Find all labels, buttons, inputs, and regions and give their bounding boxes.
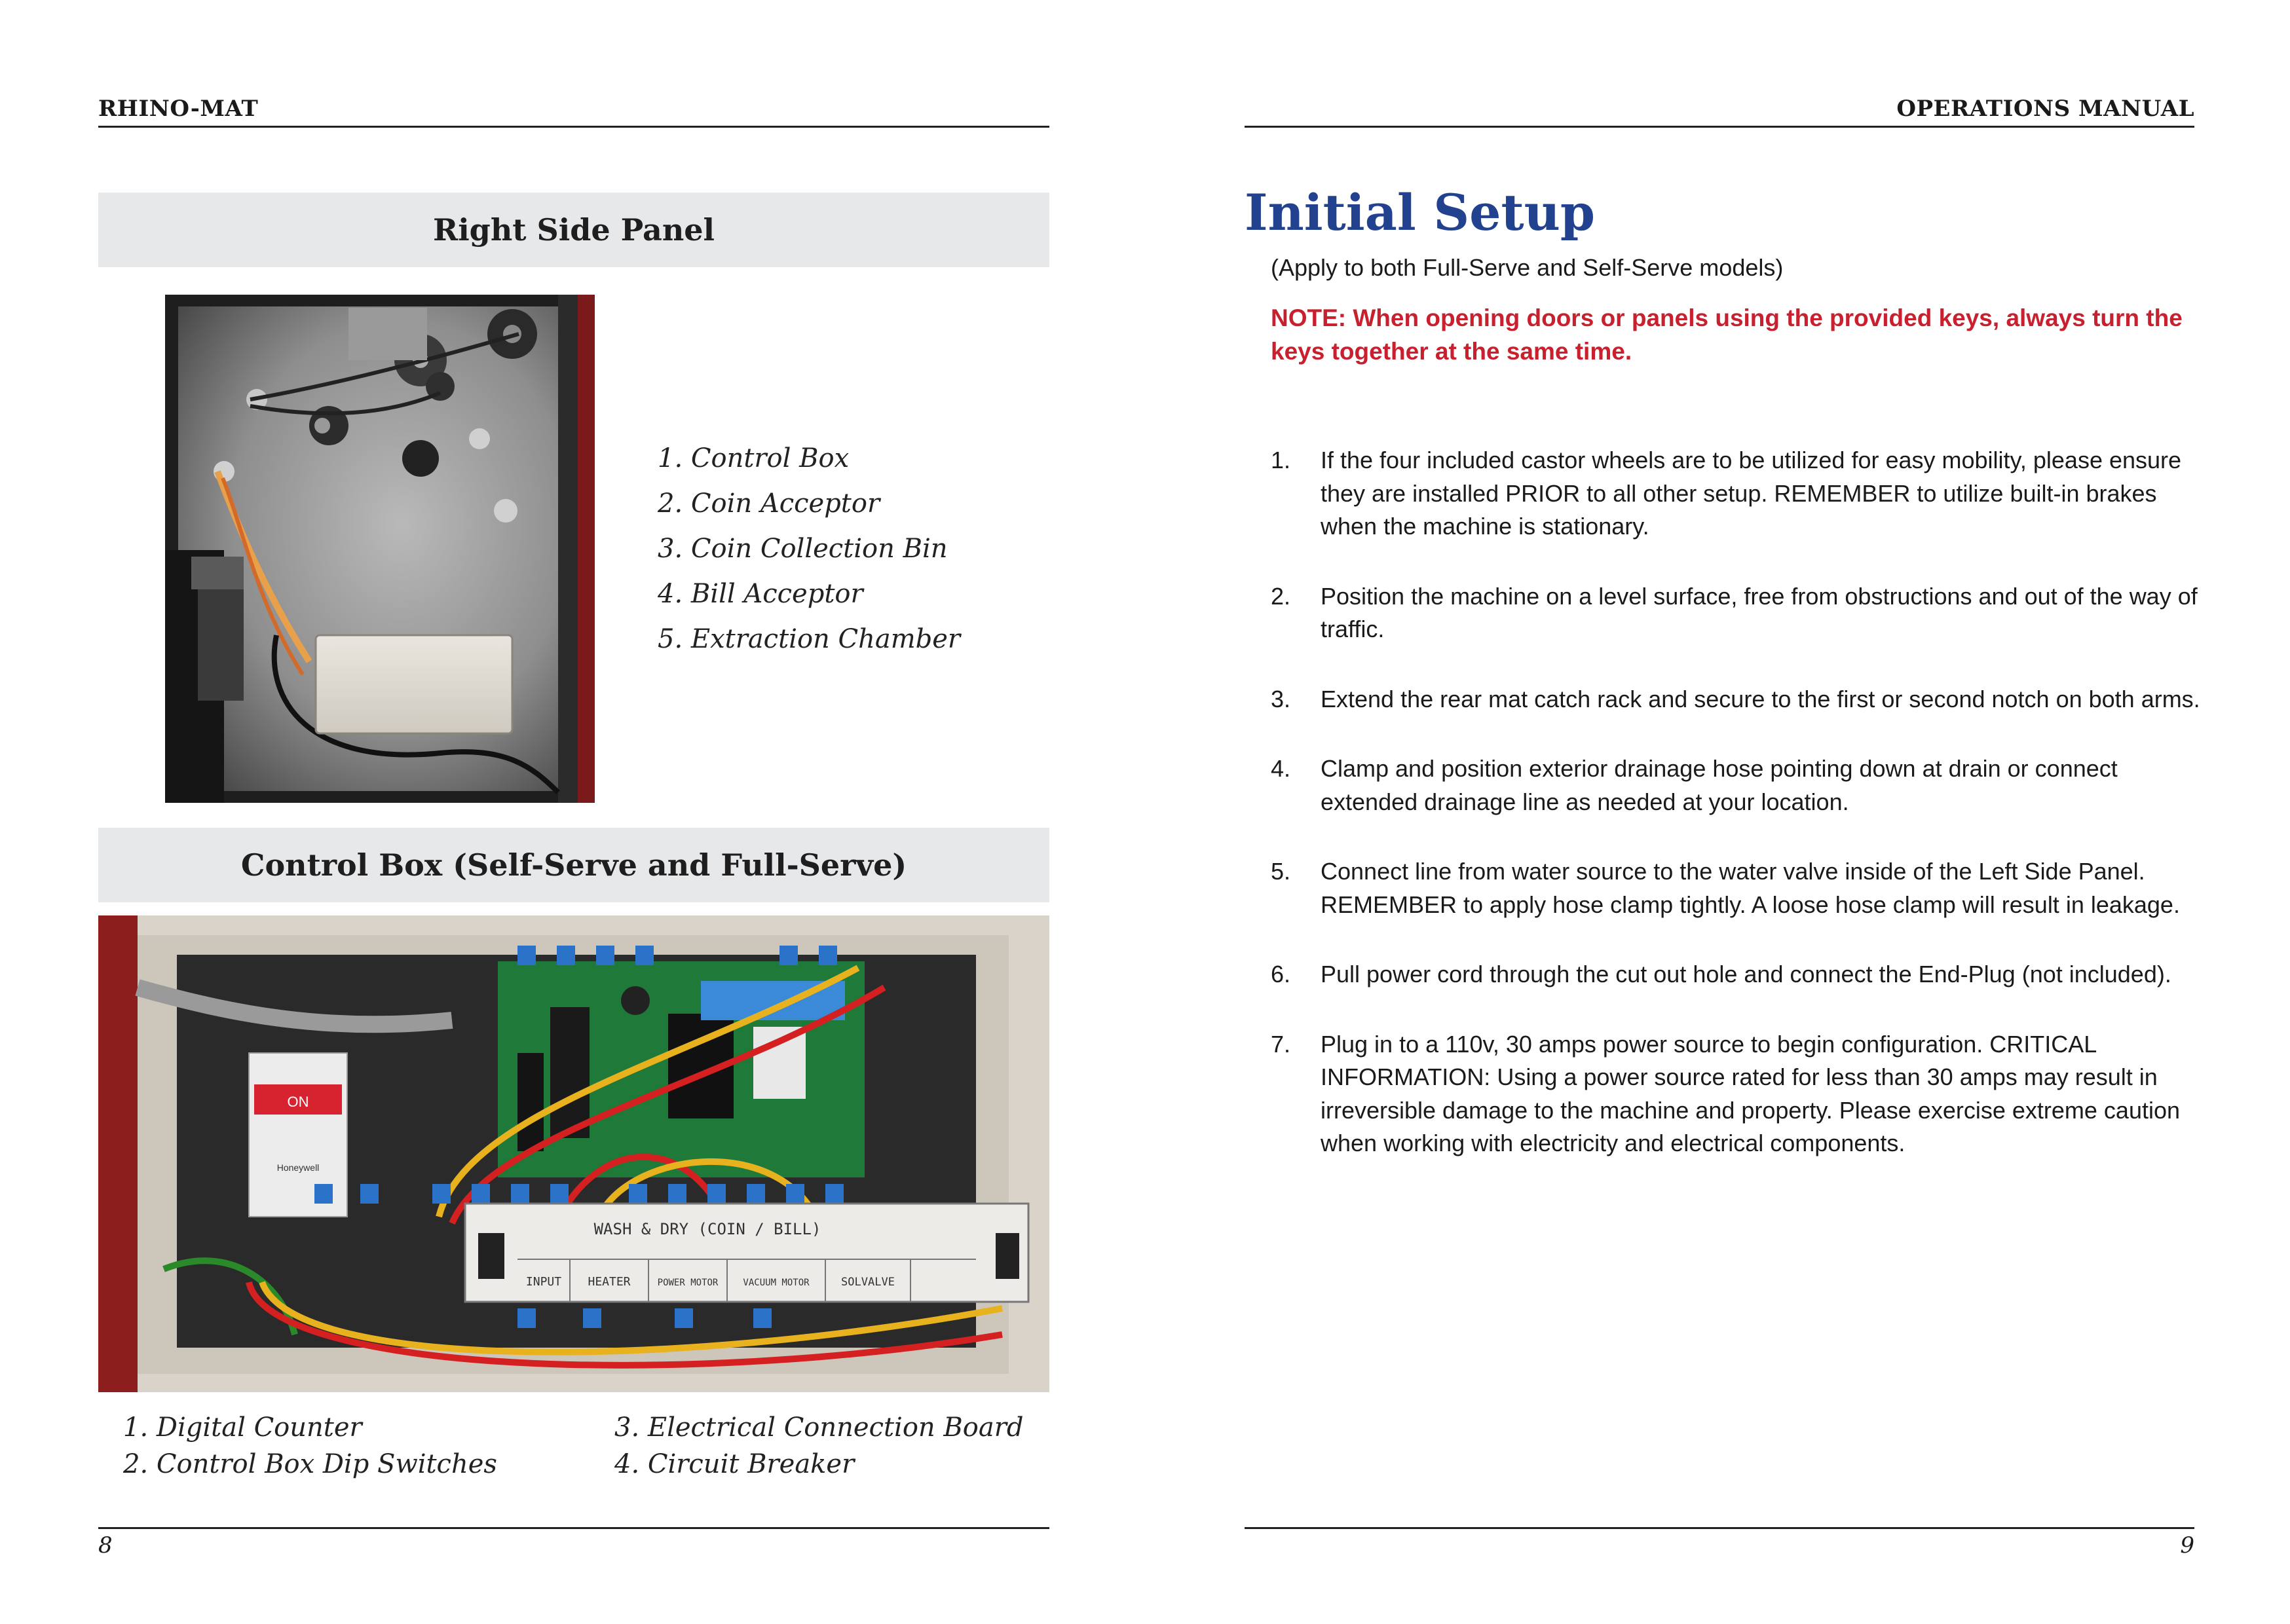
footer-rule-right — [1245, 1527, 2194, 1529]
step-number: 3. — [1271, 685, 1291, 712]
legend-item: 3. Coin Collection Bin — [658, 534, 948, 564]
step-number: 6. — [1271, 961, 1291, 987]
right-side-panel-legend — [658, 436, 960, 662]
step-number: 4. — [1271, 755, 1291, 782]
running-header-left: RHINO-MAT — [98, 96, 259, 122]
breaker-label: ON — [287, 1094, 309, 1110]
step-text: Pull power cord through the cut out hole and connect the End-Plug (not included). — [1321, 961, 2171, 987]
legend-item: 4. Bill Acceptor — [658, 579, 863, 609]
caption-item: 2. Control Box Dip Switches — [123, 1449, 497, 1479]
step-number: 7. — [1271, 1030, 1291, 1058]
legend-item: 2. Coin Acceptor — [658, 489, 880, 519]
step-item — [1271, 855, 2201, 921]
step-number: 2. — [1271, 582, 1291, 610]
step-text: Clamp and position exterior drainage hose pointing down at drain or connect extended drainage line as needed at your location. — [1321, 755, 2118, 815]
step-text: Plug in to a 110v, 30 amps power source to begin configuration. CRITICAL INFORMATION: Using a power source rated for less than 30 amps may result in irreversible damage to the machine and property. Please exercise extreme caution when working with electricity and electrical components. — [1321, 1030, 2181, 1156]
breaker-brand: Honeywell — [276, 1162, 320, 1173]
section-heading-text: Control Box (Self-Serve and Full-Serve) — [240, 847, 907, 883]
header-rule-right — [1245, 126, 2194, 128]
board-label: SOLVALVE — [841, 1276, 895, 1289]
step-number: 5. — [1271, 858, 1291, 885]
step-item — [1271, 1028, 2201, 1160]
board-label: INPUT — [525, 1275, 562, 1289]
page-title: Initial Setup — [1245, 183, 1595, 242]
section-heading-text: Right Side Panel — [432, 212, 715, 248]
section-heading-right-side-panel — [98, 193, 1049, 267]
caption-item: 4. Circuit Breaker — [614, 1449, 855, 1479]
footer-rule-left — [98, 1527, 1049, 1529]
control-box-photo — [98, 915, 1049, 1392]
step-item — [1271, 444, 2201, 544]
right-side-panel-photo — [165, 295, 595, 803]
caption-item: 1. Digital Counter — [123, 1412, 362, 1443]
step-item — [1271, 683, 2201, 716]
page-subtitle: (Apply to both Full-Serve and Self-Serve models) — [1271, 254, 1784, 281]
legend-item: 1. Control Box — [658, 443, 850, 473]
step-text: Position the machine on a level surface, free from obstructions and out of the way of traffic. — [1321, 582, 2198, 642]
safety-note: NOTE: When opening doors or panels using the provided keys, always turn the keys together at the same time. — [1271, 304, 2183, 365]
step-item — [1271, 958, 2201, 991]
step-item — [1271, 580, 2201, 646]
board-label: POWER MOTOR — [657, 1278, 719, 1288]
control-box-captions-right — [614, 1409, 1047, 1483]
running-header-right: OPERATIONS MANUAL — [1896, 96, 2194, 122]
legend-item: 5. Extraction Chamber — [658, 624, 961, 654]
step-number: 1. — [1271, 447, 1291, 473]
caption-item: 3. Electrical Connection Board — [614, 1412, 1024, 1443]
board-label: HEATER — [588, 1275, 631, 1289]
setup-steps — [1271, 444, 2201, 1197]
page-number-right: 9 — [2180, 1532, 2194, 1559]
page-number-left: 8 — [98, 1532, 113, 1559]
step-text: If the four included castor wheels are to be utilized for easy mobility, please ensure they are installed PRIOR to all other setup. REMEMBER to utilize built-in brakes when the machine is stationary. — [1321, 447, 2182, 540]
control-box-captions-left — [123, 1409, 582, 1483]
board-label: VACUUM MOTOR — [743, 1278, 810, 1288]
header-rule-left — [98, 126, 1049, 128]
step-text: Connect line from water source to the water valve inside of the Left Side Panel. REMEMBER to apply hose clamp tightly. A loose hose clamp will result in leakage. — [1321, 858, 2180, 918]
board-title: WASH & DRY (COIN / BILL) — [593, 1220, 821, 1238]
step-item — [1271, 752, 2201, 819]
section-heading-control-box — [98, 828, 1049, 902]
step-text: Extend the rear mat catch rack and secure to the first or second notch on both arms. — [1321, 685, 2200, 712]
